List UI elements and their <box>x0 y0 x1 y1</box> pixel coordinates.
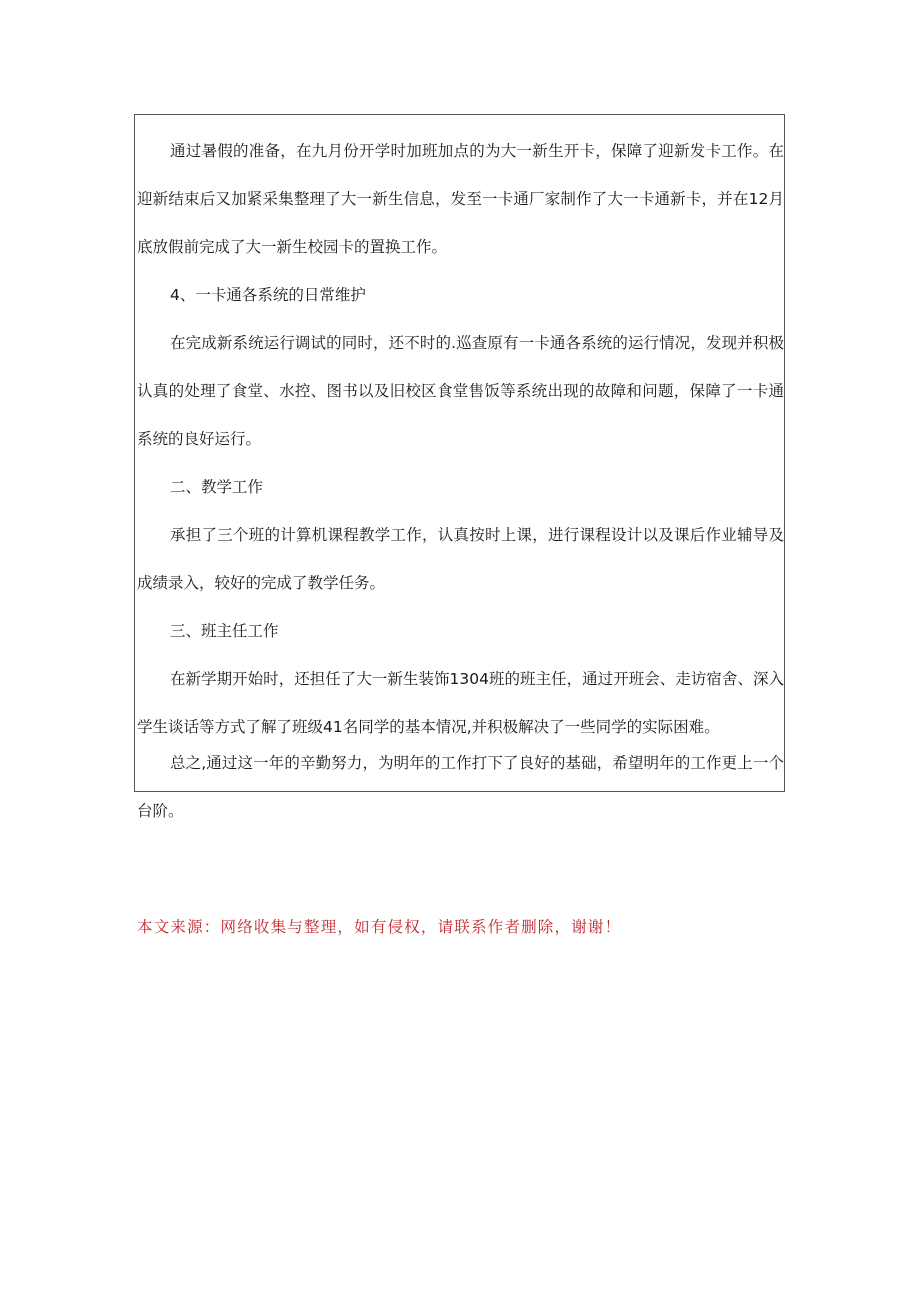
document-frame <box>134 114 785 820</box>
paragraph-teaching: 承担了三个班的计算机课程教学工作，认真按时上课，进行课程设计以及课后作业辅导及成绩录入，较好的完成了教学任务。 <box>137 526 784 592</box>
source-note: 本文来源：网络收集与整理，如有侵权，请联系作者删除，谢谢！ <box>137 918 622 936</box>
heading-class-advisor: 三、班主任工作 <box>170 622 279 640</box>
heading-teaching: 二、教学工作 <box>170 478 264 496</box>
paragraph-class-advisor: 在新学期开始时，还担任了大一新生装饰1304班的班主任，通过开班会、走访宿舍、深入学生谈话等方式了解了班级41名同学的基本情况,并积极解决了一些同学的实际困难。 <box>137 670 784 736</box>
paragraph-summary: 总之,通过这一年的辛勤努力，为明年的工作打下了良好的基础，希望明年的工作更上一个台阶。 <box>137 754 784 820</box>
heading-daily-maintenance: 4、一卡通各系统的日常维护 <box>170 286 366 304</box>
paragraph-maintenance: 在完成新系统运行调试的同时，还不时的.巡查原有一卡通各系统的运行情况，发现并积极认真的处理了食堂、水控、图书以及旧校区食堂售饭等系统出现的故障和问题，保障了一卡通系统的良好运行。 <box>137 334 784 448</box>
paragraph-card-issuance: 通过暑假的准备，在九月份开学时加班加点的为大一新生开卡，保障了迎新发卡工作。在迎新结束后又加紧采集整理了大一新生信息，发至一卡通厂家制作了大一卡通新卡，并在12月底放假前完成了大一新生校园卡的置换工作。 <box>137 142 784 256</box>
